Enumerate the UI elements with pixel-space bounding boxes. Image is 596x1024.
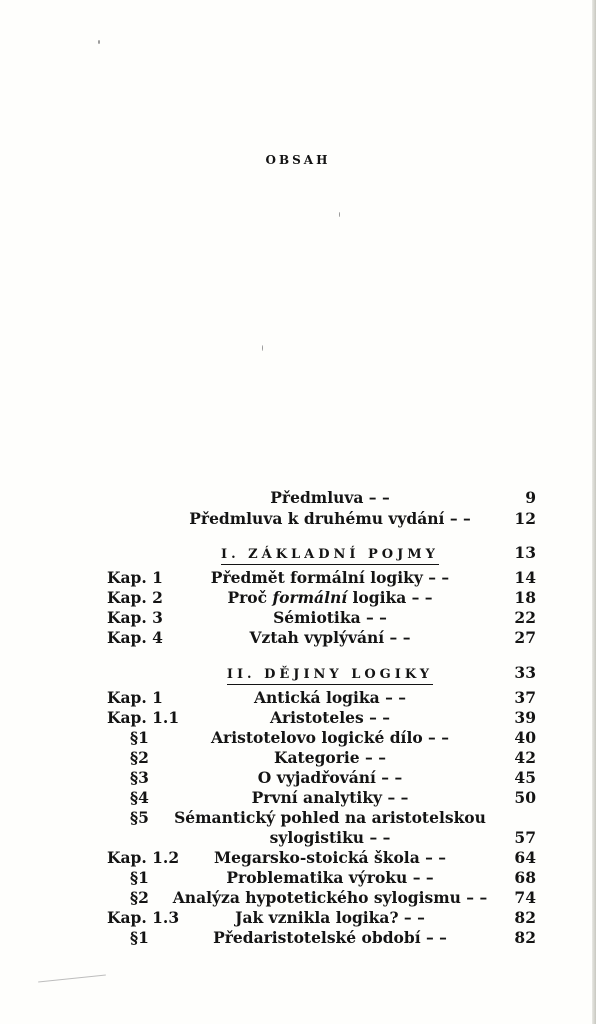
toc-entry	[0, 868, 596, 888]
toc-entry	[0, 888, 596, 908]
entry-title: Aristoteles – –	[269, 708, 391, 727]
entry-page: 33	[514, 663, 536, 682]
entry-chapter: Kap. 1.1	[107, 708, 180, 727]
entry-page: 14	[514, 568, 536, 587]
toc-entry	[0, 908, 596, 928]
toc-title: OBSAH	[265, 153, 331, 167]
entry-chapter: Kap. 1	[107, 688, 163, 707]
entry-section: §3	[130, 768, 149, 787]
entry-title: Analýza hypotetického sylogismu – –	[172, 888, 488, 907]
entry-page: 12	[514, 509, 536, 528]
toc-entry	[0, 568, 596, 588]
entry-page: 50	[514, 788, 536, 807]
part-title: II. DĚJINY LOGIKY	[227, 666, 433, 685]
entry-page: 40	[514, 728, 536, 747]
entry-section: §2	[130, 748, 149, 767]
entry-chapter: Kap. 1.3	[107, 908, 180, 927]
entry-page: 9	[525, 488, 536, 507]
entry-section: §1	[130, 928, 149, 947]
entry-section: §1	[130, 728, 149, 747]
entry-chapter: Kap. 1.2	[107, 848, 180, 867]
toc-entry	[0, 628, 596, 648]
entry-title: Antická logika – –	[254, 688, 406, 707]
entry-title: Sémantický pohled na aristotelskou	[174, 808, 486, 827]
entry-page: 57	[514, 828, 536, 847]
toc-entry	[0, 509, 596, 529]
entry-title: sylogistiku – –	[269, 828, 391, 847]
entry-title: Sémiotika – –	[273, 608, 387, 627]
entry-page: 22	[514, 608, 536, 627]
entry-chapter: Kap. 2	[107, 588, 163, 607]
entry-page: 45	[514, 768, 536, 787]
entry-title: Předmluva – –	[270, 488, 390, 507]
entry-title: Megarsko-stoická škola – –	[213, 848, 447, 867]
ink-speck	[262, 345, 263, 351]
entry-section: §4	[130, 788, 149, 807]
entry-page: 42	[514, 748, 536, 767]
entry-title: Předaristotelské období – –	[213, 928, 447, 947]
entry-page: 64	[514, 848, 536, 867]
toc-entry	[0, 608, 596, 628]
toc-entry	[0, 488, 596, 508]
entry-page: 82	[514, 928, 536, 947]
entry-title: O vyjadřování – –	[257, 768, 403, 787]
page-scratch	[38, 974, 106, 982]
entry-title: Aristotelovo logické dílo – –	[211, 728, 449, 747]
entry-chapter: Kap. 3	[107, 608, 163, 627]
toc-entry	[0, 788, 596, 808]
entry-page: 39	[514, 708, 536, 727]
entry-chapter: Kap. 4	[107, 628, 163, 647]
entry-title: První analytiky – –	[251, 788, 409, 807]
entry-section: §1	[130, 868, 149, 887]
toc-entry	[0, 768, 596, 788]
entry-title: Proč formální logika – –	[227, 588, 433, 607]
entry-section: §2	[130, 888, 149, 907]
entry-section: §5	[130, 808, 149, 827]
toc-entry	[0, 808, 596, 828]
toc-part-heading	[0, 543, 596, 563]
ink-speck	[98, 40, 100, 44]
entry-title: Vztah vyplývání – –	[249, 628, 411, 647]
entry-chapter: Kap. 1	[107, 568, 163, 587]
toc-entry	[0, 848, 596, 868]
toc-entry-continued	[0, 828, 596, 848]
entry-page: 82	[514, 908, 536, 927]
toc-entry	[0, 588, 596, 608]
entry-title: Kategorie – –	[274, 748, 386, 767]
entry-page: 37	[514, 688, 536, 707]
entry-title: Jak vznikla logika? – –	[235, 908, 425, 927]
part-title: I. ZÁKLADNÍ POJMY	[221, 546, 439, 565]
entry-page: 13	[514, 543, 536, 562]
entry-page: 27	[514, 628, 536, 647]
entry-page: 18	[514, 588, 536, 607]
entry-page: 74	[514, 888, 536, 907]
entry-title: Předmluva k druhému vydání – –	[189, 509, 471, 528]
ink-speck	[339, 212, 340, 217]
toc-entry	[0, 748, 596, 768]
toc-entry	[0, 928, 596, 948]
entry-page: 68	[514, 868, 536, 887]
toc-entry	[0, 728, 596, 748]
toc-part-heading	[0, 663, 596, 683]
toc-entry	[0, 708, 596, 728]
entry-title: Předmět formální logiky – –	[210, 568, 450, 587]
toc-entry	[0, 688, 596, 708]
entry-title: Problematika výroku – –	[226, 868, 434, 887]
